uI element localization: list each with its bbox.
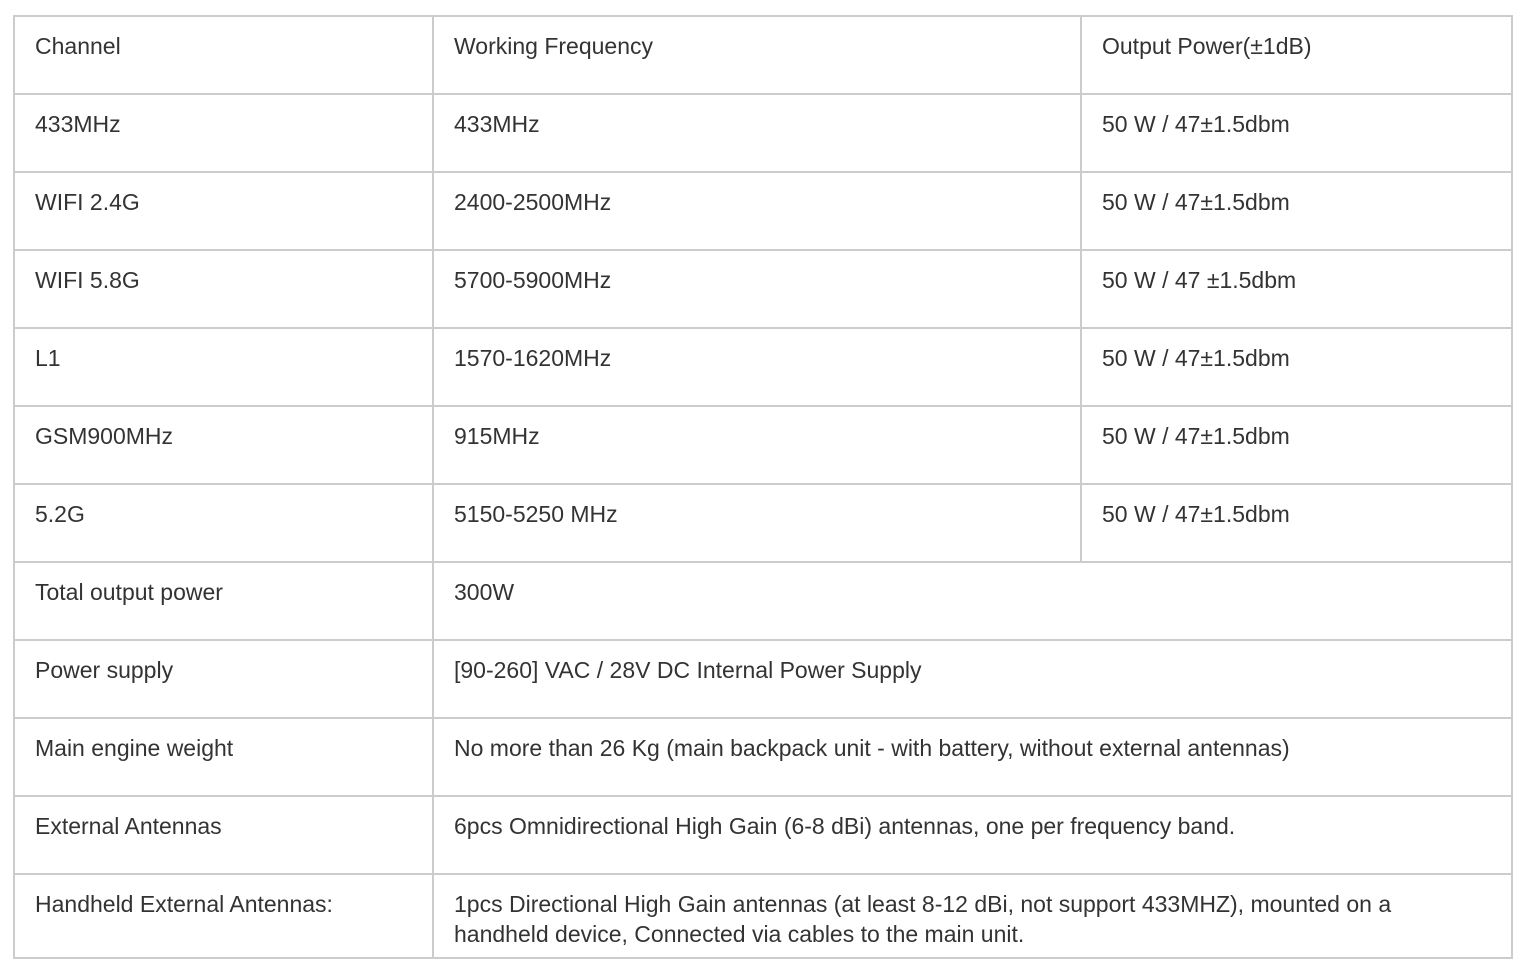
frequency-cell: 915MHz <box>433 406 1081 484</box>
table-row <box>14 406 1512 484</box>
channel-cell: GSM900MHz <box>14 406 433 484</box>
frequency-cell: 5150-5250 MHz <box>433 484 1081 562</box>
table-row <box>14 328 1512 406</box>
table-header-row <box>14 16 1512 94</box>
channel-cell: L1 <box>14 328 433 406</box>
specifications-table <box>13 15 1513 959</box>
spec-row-handheld-external-antennas <box>14 874 1512 958</box>
power-cell: 50 W / 47±1.5dbm <box>1081 484 1512 562</box>
table-row <box>14 250 1512 328</box>
header-channel: Channel <box>14 16 433 94</box>
channel-cell: WIFI 2.4G <box>14 172 433 250</box>
power-cell: 50 W / 47 ±1.5dbm <box>1081 250 1512 328</box>
spec-label: External Antennas <box>14 796 433 874</box>
table-row <box>14 484 1512 562</box>
spec-row-total-output-power <box>14 562 1512 640</box>
spec-value: 300W <box>433 562 1512 640</box>
frequency-cell: 433MHz <box>433 94 1081 172</box>
header-output-power: Output Power(±1dB) <box>1081 16 1512 94</box>
channel-cell: WIFI 5.8G <box>14 250 433 328</box>
power-cell: 50 W / 47±1.5dbm <box>1081 94 1512 172</box>
spec-label: Handheld External Antennas: <box>14 874 433 958</box>
power-cell: 50 W / 47±1.5dbm <box>1081 328 1512 406</box>
channel-cell: 433MHz <box>14 94 433 172</box>
spec-value: 6pcs Omnidirectional High Gain (6-8 dBi) antennas, one per frequency band. <box>433 796 1512 874</box>
spec-label: Power supply <box>14 640 433 718</box>
table-row <box>14 94 1512 172</box>
spec-value: No more than 26 Kg (main backpack unit - with battery, without external antennas) <box>433 718 1512 796</box>
frequency-cell: 2400-2500MHz <box>433 172 1081 250</box>
spec-row-external-antennas <box>14 796 1512 874</box>
frequency-cell: 5700-5900MHz <box>433 250 1081 328</box>
channel-cell: 5.2G <box>14 484 433 562</box>
spec-row-main-engine-weight <box>14 718 1512 796</box>
table-row <box>14 172 1512 250</box>
power-cell: 50 W / 47±1.5dbm <box>1081 406 1512 484</box>
spec-value: 1pcs Directional High Gain antennas (at least 8-12 dBi, not support 433MHZ), mounted on a handheld device, Connected via cables to the main unit. <box>433 874 1512 958</box>
spec-value: [90-260] VAC / 28V DC Internal Power Supply <box>433 640 1512 718</box>
spec-label: Total output power <box>14 562 433 640</box>
spec-label: Main engine weight <box>14 718 433 796</box>
header-working-frequency: Working Frequency <box>433 16 1081 94</box>
frequency-cell: 1570-1620MHz <box>433 328 1081 406</box>
power-cell: 50 W / 47±1.5dbm <box>1081 172 1512 250</box>
spec-row-power-supply <box>14 640 1512 718</box>
